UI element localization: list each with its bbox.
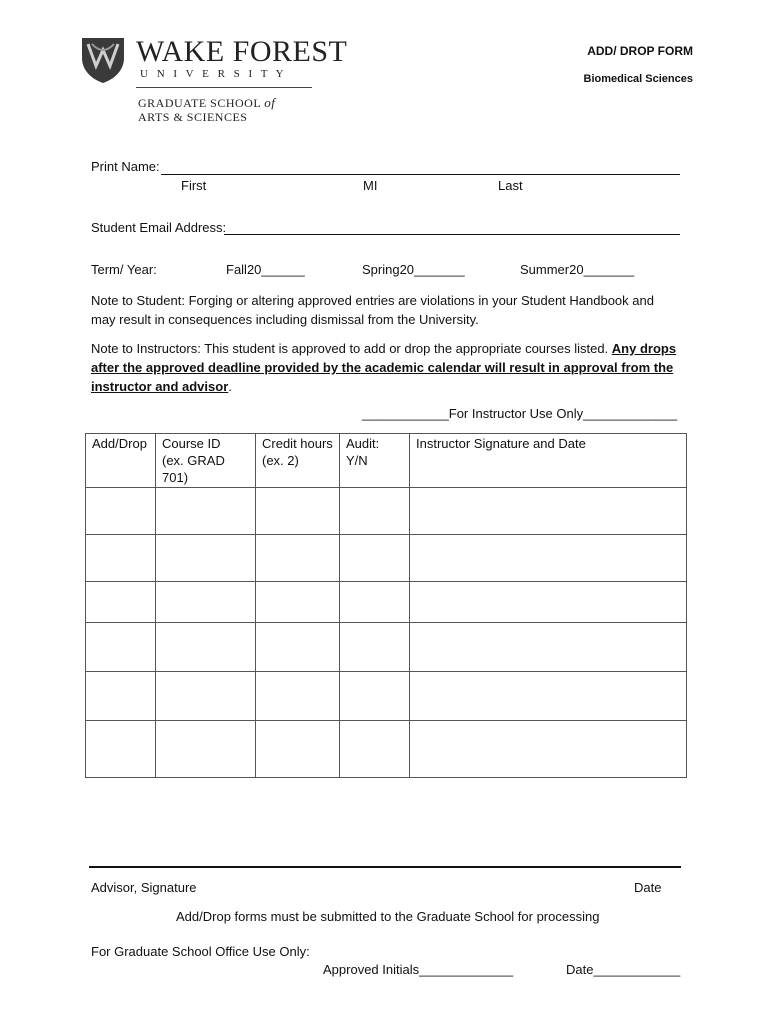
header-subtext: (ex. 2)	[262, 453, 299, 468]
table-row	[86, 721, 687, 778]
advisor-signature-line[interactable]	[89, 866, 681, 868]
header-text: Add/Drop	[92, 436, 147, 451]
school-name-main: GRADUATE SCHOOL	[138, 96, 261, 110]
middle-initial-label: MI	[363, 178, 378, 193]
header-text: Instructor Signature and Date	[416, 436, 586, 451]
school-name-of: of	[264, 95, 276, 110]
email-label: Student Email Address:	[91, 220, 227, 235]
term-label: Term/ Year:	[91, 262, 157, 277]
header-subtext: (ex. GRAD 701)	[162, 453, 225, 485]
form-title: ADD/ DROP FORM	[587, 44, 693, 58]
note-instructors-period: .	[228, 379, 232, 394]
cell-course-id[interactable]	[156, 672, 256, 721]
email-field[interactable]	[224, 233, 680, 235]
print-name-label: Print Name:	[91, 159, 160, 174]
advisor-date-label: Date	[634, 880, 662, 895]
table-row	[86, 488, 687, 535]
cell-course-id[interactable]	[156, 488, 256, 535]
cell-signature[interactable]	[410, 582, 687, 623]
note-instructors-text: Note to Instructors: This student is approved to add or drop the appropriate courses listed.	[91, 341, 609, 356]
table-row	[86, 535, 687, 582]
university-name: WAKE FOREST	[136, 35, 348, 68]
cell-credit-hours[interactable]	[256, 721, 340, 778]
cell-audit[interactable]	[340, 721, 410, 778]
header-text: Credit hours	[262, 436, 333, 451]
header-add-drop	[86, 434, 156, 488]
cell-credit-hours[interactable]	[256, 535, 340, 582]
advisor-signature-label: Advisor, Signature	[91, 880, 197, 895]
cell-add-drop[interactable]	[86, 721, 156, 778]
cell-add-drop[interactable]	[86, 672, 156, 721]
term-fall-field[interactable]: Fall20______	[226, 262, 305, 277]
cell-signature[interactable]	[410, 535, 687, 582]
first-name-label: First	[181, 178, 207, 193]
cell-audit[interactable]	[340, 672, 410, 721]
table-header-row	[86, 434, 687, 488]
cell-credit-hours[interactable]	[256, 623, 340, 672]
course-table	[85, 433, 687, 778]
office-use-label: For Graduate School Office Use Only:	[91, 944, 310, 959]
cell-course-id[interactable]	[156, 582, 256, 623]
header-course-id	[156, 434, 256, 488]
cell-signature[interactable]	[410, 721, 687, 778]
cell-audit[interactable]	[340, 535, 410, 582]
cell-course-id[interactable]	[156, 535, 256, 582]
header-credit-hours	[256, 434, 340, 488]
cell-audit[interactable]	[340, 582, 410, 623]
cell-add-drop[interactable]	[86, 535, 156, 582]
note-to-student: Note to Student: Forging or altering approved entries are violations in your Student Handbook and may result in consequences including dismissal from the University.	[91, 293, 654, 327]
header-instructor-signature	[410, 434, 687, 488]
term-summer-field[interactable]: Summer20_______	[520, 262, 635, 277]
cell-signature[interactable]	[410, 672, 687, 721]
note-instructors-warning: Any drops after the approved deadline provided by the academic calendar will result in approval from the instructor and advisor	[91, 341, 677, 394]
cell-credit-hours[interactable]	[256, 488, 340, 535]
cell-signature[interactable]	[410, 488, 687, 535]
submit-note: Add/Drop forms must be submitted to the Graduate School for processing	[176, 909, 600, 924]
cell-course-id[interactable]	[156, 623, 256, 672]
cell-add-drop[interactable]	[86, 623, 156, 672]
logo-divider	[136, 87, 312, 88]
instructor-use-heading: ____________For Instructor Use Only_____________	[362, 406, 678, 421]
note-to-instructors	[91, 339, 681, 396]
last-name-label: Last	[498, 178, 523, 193]
table-row	[86, 623, 687, 672]
header-subtext: Y/N	[346, 453, 368, 468]
approved-initials-field[interactable]: Approved Initials_____________	[323, 962, 514, 977]
cell-audit[interactable]	[340, 623, 410, 672]
cell-credit-hours[interactable]	[256, 582, 340, 623]
header-audit	[340, 434, 410, 488]
university-logo-icon	[80, 36, 126, 84]
cell-audit[interactable]	[340, 488, 410, 535]
school-name-line1	[138, 95, 275, 111]
department: Biomedical Sciences	[583, 73, 693, 85]
term-spring-field[interactable]: Spring20_______	[362, 262, 465, 277]
cell-credit-hours[interactable]	[256, 672, 340, 721]
cell-signature[interactable]	[410, 623, 687, 672]
school-name-line2: ARTS & SCIENCES	[138, 110, 248, 124]
cell-add-drop[interactable]	[86, 582, 156, 623]
table-row	[86, 582, 687, 623]
cell-add-drop[interactable]	[86, 488, 156, 535]
header-text: Course ID	[162, 436, 221, 451]
table-row	[86, 672, 687, 721]
university-sub: U N I V E R S I T Y	[140, 68, 287, 80]
header-text: Audit:	[346, 436, 380, 451]
office-date-field[interactable]: Date____________	[566, 962, 681, 977]
cell-course-id[interactable]	[156, 721, 256, 778]
print-name-field[interactable]	[161, 173, 680, 175]
